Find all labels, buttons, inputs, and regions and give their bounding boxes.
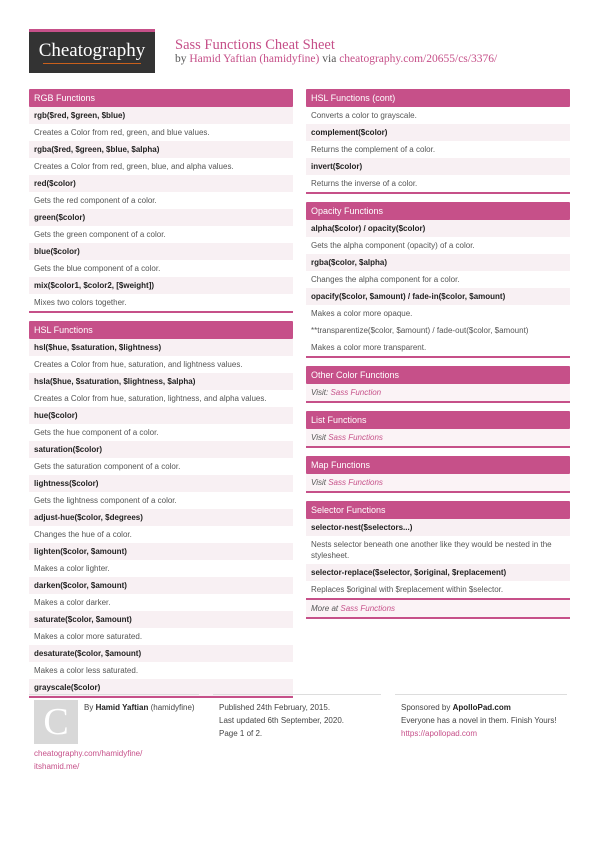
function-description: Gets the lightness component of a color. bbox=[29, 492, 293, 509]
function-signature: mix($color1, $color2, [$weight]) bbox=[29, 277, 293, 294]
function-description: Makes a color less saturated. bbox=[29, 662, 293, 679]
function-description: Makes a color darker. bbox=[29, 594, 293, 611]
function-signature: rgba($red, $green, $blue, $alpha) bbox=[29, 141, 293, 158]
visit-note bbox=[306, 474, 570, 491]
function-signature: selector-nest($selectors...) bbox=[306, 519, 570, 536]
sass-functions-link[interactable]: Sass Functions bbox=[328, 433, 383, 442]
visit-prefix: Visit bbox=[311, 478, 326, 487]
visit-prefix: More at bbox=[311, 604, 339, 613]
function-signature: saturate($color, $amount) bbox=[29, 611, 293, 628]
section-header: List Functions bbox=[306, 411, 570, 429]
right-column bbox=[306, 89, 570, 627]
function-signature: rgb($red, $green, $blue) bbox=[29, 107, 293, 124]
byline-by: by bbox=[175, 53, 187, 65]
function-description: Nests selector beneath one another like they would be nested in the stylesheet. bbox=[306, 536, 570, 564]
function-signature: red($color) bbox=[29, 175, 293, 192]
visit-note bbox=[306, 429, 570, 446]
function-description: Creates a Color from hue, saturation, lightness, and alpha values. bbox=[29, 390, 293, 407]
function-description: Gets the alpha component (opacity) of a color. bbox=[306, 237, 570, 254]
visit-note bbox=[306, 384, 570, 401]
author-link[interactable]: Hamid Yaftian (hamidyfine) bbox=[189, 53, 320, 65]
published-date: Published 24th February, 2015. bbox=[219, 703, 331, 712]
function-description: Creates a Color from hue, saturation, and lightness values. bbox=[29, 356, 293, 373]
function-description: Mixes two colors together. bbox=[29, 294, 293, 311]
section-header: RGB Functions bbox=[29, 89, 293, 107]
byline-via: via bbox=[322, 53, 337, 65]
function-signature: lightness($color) bbox=[29, 475, 293, 492]
sass-functions-link[interactable]: Sass Functions bbox=[328, 478, 383, 487]
function-description: Creates a Color from red, green, and blue values. bbox=[29, 124, 293, 141]
function-signature: grayscale($color) bbox=[29, 679, 293, 696]
updated-date: Last updated 6th September, 2020. bbox=[219, 716, 344, 725]
footer-publish-info bbox=[219, 701, 344, 740]
footer-by-label: By bbox=[84, 703, 94, 712]
sass-functions-link[interactable]: Sass Function bbox=[330, 388, 382, 397]
function-signature: green($color) bbox=[29, 209, 293, 226]
section-header: HSL Functions (cont) bbox=[306, 89, 570, 107]
footer-author-handle: (hamidyfine) bbox=[150, 703, 195, 712]
author-avatar: C bbox=[34, 700, 78, 744]
logo-text: Cheatography bbox=[38, 40, 146, 61]
function-signature: opacify($color, $amount) / fade-in($color, $amount) bbox=[306, 288, 570, 305]
footer-author-name: Hamid Yaftian bbox=[95, 703, 149, 712]
function-signature: saturation($color) bbox=[29, 441, 293, 458]
function-description: Makes a color more transparent. bbox=[306, 339, 570, 356]
section-header: Selector Functions bbox=[306, 501, 570, 519]
function-description: Replaces $original with $replacement within $selector. bbox=[306, 581, 570, 598]
function-signature: adjust-hue($color, $degrees) bbox=[29, 509, 293, 526]
function-description: Creates a Color from red, green, blue, and alpha values. bbox=[29, 158, 293, 175]
section-hsl-functions bbox=[29, 321, 293, 698]
footer-sponsor bbox=[401, 701, 571, 740]
footer-author bbox=[84, 701, 195, 714]
cheatography-logo[interactable] bbox=[29, 29, 155, 73]
function-signature: desaturate($color, $amount) bbox=[29, 645, 293, 662]
function-signature: blue($color) bbox=[29, 243, 293, 260]
function-description: Returns the complement of a color. bbox=[306, 141, 570, 158]
profile-link[interactable]: cheatography.com/hamidyfine/ bbox=[34, 749, 143, 758]
footer-divider bbox=[29, 694, 199, 695]
sponsor-name: ApolloPad.com bbox=[452, 703, 511, 712]
logo-underline bbox=[43, 63, 141, 64]
function-signature: darken($color, $amount) bbox=[29, 577, 293, 594]
function-description: Makes a color lighter. bbox=[29, 560, 293, 577]
function-description: **transparentize($color, $amount) / fade-out($color, $amount) bbox=[306, 322, 570, 339]
visit-prefix: Visit: bbox=[311, 388, 329, 397]
function-description: Changes the alpha component for a color. bbox=[306, 271, 570, 288]
sponsor-link[interactable]: https://apollopad.com bbox=[401, 729, 478, 738]
section-header: Other Color Functions bbox=[306, 366, 570, 384]
section-header: Map Functions bbox=[306, 456, 570, 474]
page-title: Sass Functions Cheat Sheet bbox=[175, 37, 335, 53]
function-description: Makes a color more opaque. bbox=[306, 305, 570, 322]
footer-links bbox=[34, 747, 142, 773]
footer-divider bbox=[213, 694, 381, 695]
function-description: Gets the red component of a color. bbox=[29, 192, 293, 209]
sheet-url-link[interactable]: cheatography.com/20655/cs/3376/ bbox=[339, 53, 498, 65]
section-hsl-functions-cont bbox=[306, 89, 570, 194]
section-header: HSL Functions bbox=[29, 321, 293, 339]
function-signature: lighten($color, $amount) bbox=[29, 543, 293, 560]
left-column bbox=[29, 89, 293, 706]
section-map-functions bbox=[306, 456, 570, 493]
site-link[interactable]: itshamid.me/ bbox=[34, 762, 80, 771]
function-signature: hsl($hue, $saturation, $lightness) bbox=[29, 339, 293, 356]
function-description: Gets the saturation component of a color. bbox=[29, 458, 293, 475]
visit-note bbox=[306, 598, 570, 617]
visit-prefix: Visit bbox=[311, 433, 326, 442]
function-description: Gets the hue component of a color. bbox=[29, 424, 293, 441]
section-selector-functions bbox=[306, 501, 570, 619]
function-signature: alpha($color) / opacity($color) bbox=[306, 220, 570, 237]
section-other-color-functions bbox=[306, 366, 570, 403]
section-rgb-functions bbox=[29, 89, 293, 313]
section-opacity-functions bbox=[306, 202, 570, 358]
byline bbox=[175, 53, 497, 65]
function-signature: complement($color) bbox=[306, 124, 570, 141]
function-description: Gets the blue component of a color. bbox=[29, 260, 293, 277]
sponsor-tagline: Everyone has a novel in them. Finish Yours! bbox=[401, 716, 557, 725]
page-number: Page 1 of 2. bbox=[219, 729, 263, 738]
function-signature: selector-replace($selector, $original, $replacement) bbox=[306, 564, 570, 581]
section-list-functions bbox=[306, 411, 570, 448]
sponsored-by-label: Sponsored by bbox=[401, 703, 451, 712]
function-description: Converts a color to grayscale. bbox=[306, 107, 570, 124]
function-signature: hue($color) bbox=[29, 407, 293, 424]
function-signature: invert($color) bbox=[306, 158, 570, 175]
function-description: Changes the hue of a color. bbox=[29, 526, 293, 543]
function-description: Gets the green component of a color. bbox=[29, 226, 293, 243]
function-description: Makes a color more saturated. bbox=[29, 628, 293, 645]
function-description: Returns the inverse of a color. bbox=[306, 175, 570, 192]
function-signature: hsla($hue, $saturation, $lightness, $alpha) bbox=[29, 373, 293, 390]
sass-functions-link[interactable]: Sass Functions bbox=[340, 604, 396, 613]
section-header: Opacity Functions bbox=[306, 202, 570, 220]
function-signature: rgba($color, $alpha) bbox=[306, 254, 570, 271]
footer-divider bbox=[395, 694, 567, 695]
